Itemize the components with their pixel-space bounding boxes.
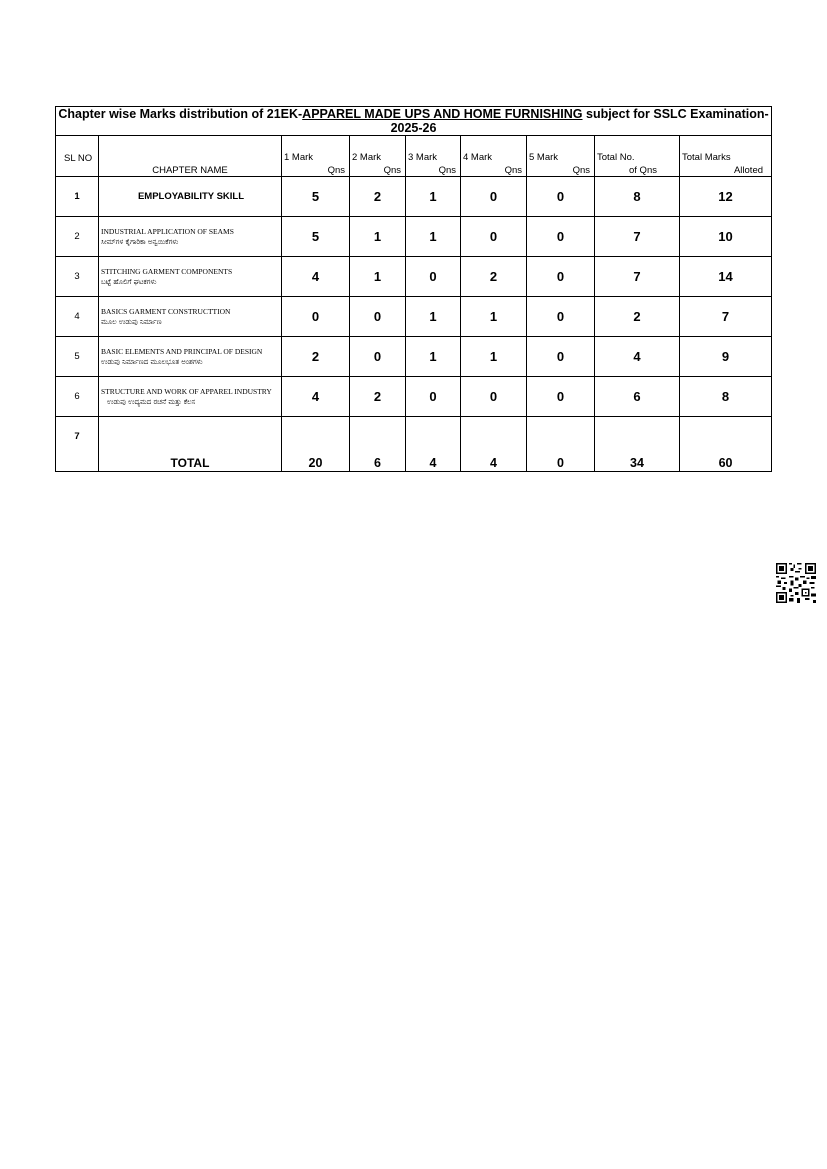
title-suffix: subject for SSLC Examination-2025-26 [390, 107, 769, 135]
table-row [56, 257, 772, 297]
cell-sl: 6 [56, 377, 99, 417]
cell-total-qns: 2 [595, 297, 680, 337]
cell-3-mark: 1 [406, 177, 461, 217]
cell-total-qns: 7 [595, 217, 680, 257]
qr-code-icon [776, 563, 816, 603]
cell-4-mark: 1 [461, 337, 527, 377]
table-row [56, 377, 772, 417]
cell-chapter: STRUCTURE AND WORK OF APPAREL INDUSTRY ಉಡುಪು ಉದ್ಯಮದ ರಚನೆ ಮತ್ತು ಕೆಲಸ [99, 377, 282, 417]
header-1-mark: 1 Mark Qns [282, 136, 350, 177]
cell-total-marks: 12 [680, 177, 772, 217]
cell-4-mark: 2 [461, 257, 527, 297]
table-row [56, 177, 772, 217]
header-5-mark: 5 Mark Qns [527, 136, 595, 177]
cell-sl: 2 [56, 217, 99, 257]
cell-3-mark: 0 [406, 257, 461, 297]
table-title [56, 107, 772, 136]
total-5-mark: 0 [527, 417, 595, 472]
header-row [56, 136, 772, 177]
cell-3-mark: 1 [406, 297, 461, 337]
table-row [56, 297, 772, 337]
cell-4-mark: 0 [461, 377, 527, 417]
cell-2-mark: 0 [350, 337, 406, 377]
cell-2-mark: 2 [350, 377, 406, 417]
cell-sl: 5 [56, 337, 99, 377]
cell-sl: 7 [56, 417, 99, 472]
cell-chapter: INDUSTRIAL APPLICATION OF SEAMS ಸೀಮ್‌ಗಳ ಕೈಗಾರಿಕಾ ಅನ್ವಯಿಕೆಗಳು [99, 217, 282, 257]
cell-4-mark: 0 [461, 177, 527, 217]
cell-sl: 3 [56, 257, 99, 297]
cell-total-qns: 7 [595, 257, 680, 297]
header-total-qns: Total No. of Qns [595, 136, 680, 177]
cell-5-mark: 0 [527, 177, 595, 217]
title-prefix: Chapter wise Marks distribution of 21EK- [58, 107, 303, 121]
cell-5-mark: 0 [527, 337, 595, 377]
header-2-mark: 2 Mark Qns [350, 136, 406, 177]
cell-sl: 4 [56, 297, 99, 337]
cell-3-mark: 1 [406, 337, 461, 377]
marks-distribution-table [55, 106, 772, 472]
cell-chapter: BASICS GARMENT CONSTRUCTTION ಮೂಲ ಉಡುಪು ನಿರ್ಮಾಣ [99, 297, 282, 337]
table-row [56, 217, 772, 257]
header-4-mark: 4 Mark Qns [461, 136, 527, 177]
header-total-marks: Total Marks Alloted [680, 136, 772, 177]
total-2-mark: 6 [350, 417, 406, 472]
header-chapter-name: CHAPTER NAME [99, 136, 282, 177]
cell-1-mark: 2 [282, 337, 350, 377]
header-3-mark: 3 Mark Qns [406, 136, 461, 177]
cell-5-mark: 0 [527, 217, 595, 257]
cell-total-qns: 6 [595, 377, 680, 417]
cell-1-mark: 4 [282, 377, 350, 417]
cell-1-mark: 4 [282, 257, 350, 297]
cell-2-mark: 1 [350, 217, 406, 257]
total-qns: 34 [595, 417, 680, 472]
table-row [56, 337, 772, 377]
cell-5-mark: 0 [527, 297, 595, 337]
cell-2-mark: 0 [350, 297, 406, 337]
cell-chapter: STITCHING GARMENT COMPONENTS ಬಟ್ಟೆ ಹೊಲಿಗೆ ಘಟಕಗಳು [99, 257, 282, 297]
cell-3-mark: 0 [406, 377, 461, 417]
total-row [56, 417, 772, 472]
cell-4-mark: 0 [461, 217, 527, 257]
total-label: TOTAL [99, 417, 282, 472]
title-subject: APPAREL MADE UPS AND HOME FURNISHING [302, 107, 583, 121]
cell-5-mark: 0 [527, 257, 595, 297]
cell-total-marks: 10 [680, 217, 772, 257]
cell-4-mark: 1 [461, 297, 527, 337]
cell-1-mark: 5 [282, 217, 350, 257]
total-4-mark: 4 [461, 417, 527, 472]
cell-total-marks: 8 [680, 377, 772, 417]
cell-total-marks: 14 [680, 257, 772, 297]
cell-2-mark: 1 [350, 257, 406, 297]
cell-2-mark: 2 [350, 177, 406, 217]
total-marks: 60 [680, 417, 772, 472]
cell-total-qns: 8 [595, 177, 680, 217]
header-sl-no: SL NO [56, 136, 99, 177]
cell-sl: 1 [56, 177, 99, 217]
cell-total-marks: 9 [680, 337, 772, 377]
cell-chapter: BASIC ELEMENTS AND PRINCIPAL OF DESIGN ಉಡುಪು ನಿರ್ಮಾಣದ ಮೂಲಭೂತ ಅಂಶಗಳು [99, 337, 282, 377]
cell-chapter: EMPLOYABILITY SKILL [99, 177, 282, 217]
cell-1-mark: 5 [282, 177, 350, 217]
cell-3-mark: 1 [406, 217, 461, 257]
cell-total-qns: 4 [595, 337, 680, 377]
total-1-mark: 20 [282, 417, 350, 472]
marks-distribution-sheet [55, 106, 771, 472]
cell-5-mark: 0 [527, 377, 595, 417]
total-3-mark: 4 [406, 417, 461, 472]
cell-1-mark: 0 [282, 297, 350, 337]
cell-total-marks: 7 [680, 297, 772, 337]
